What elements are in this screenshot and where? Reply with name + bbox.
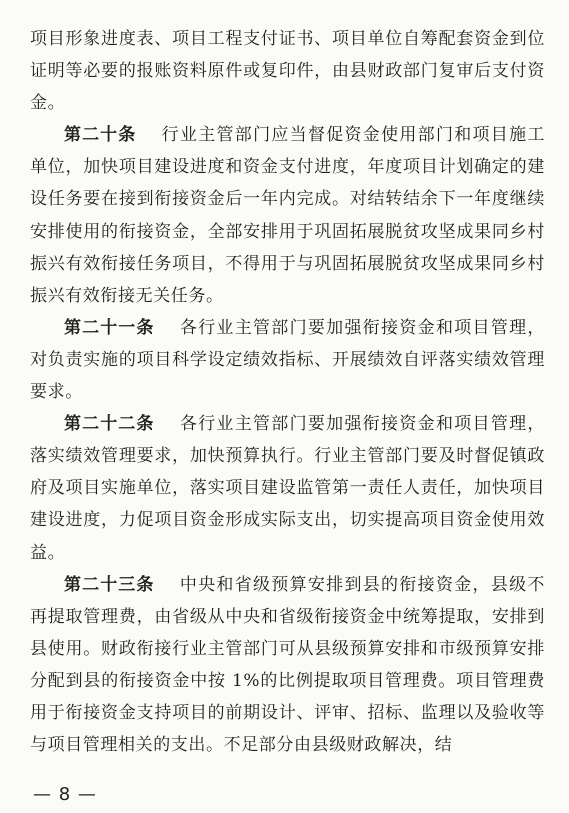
article-number: 第二十条: [64, 125, 137, 146]
article-20-paragraph: [30, 119, 545, 312]
document-body: [30, 23, 545, 761]
article-23-paragraph: [30, 569, 545, 762]
article-22-paragraph: [30, 408, 545, 568]
article-21-paragraph: [30, 312, 545, 408]
article-number: 第二十二条: [64, 414, 155, 435]
article-number: 第二十三条: [64, 574, 155, 595]
paragraph-text: 项目形象进度表、项目工程支付证书、项目单位自筹配套资金到位证明等必要的报账资料原件或复印件，由县财政部门复审后支付资金。: [30, 29, 545, 114]
paragraph-continuation: [30, 23, 545, 119]
paragraph-text: 中央和省级预算安排到县的衔接资金，县级不再提取管理费，由省级从中央和省级衔接资金中统筹提取，安排到县使用。财政衔接行业主管部门可从县级预算安排和市级预算安排分配到县的衔接资金中按 1%的比例提取项目管理费。项目管理费用于衔接资金支持项目的前期设计、评审、招标、监理以及验收等与项目管理相关的支出。不足部分由县级财政解决，结: [30, 574, 546, 756]
page-number: — 8 —: [33, 784, 97, 805]
paragraph-text: 各行业主管部门要加强衔接资金和项目管理，对负责实施的项目科学设定绩效指标、开展绩效自评落实绩效管理要求。: [30, 317, 546, 403]
paragraph-text: 各行业主管部门要加强衔接资金和项目管理，落实绩效管理要求，加快预算执行。行业主管部门要及时督促镇政府及项目实施单位，落实项目建设监管第一责任人责任，加快项目建设进度，力促项目资金形成实际支出，切实提高项目资金使用效益。: [30, 414, 546, 563]
article-number: 第二十一条: [64, 317, 155, 338]
paragraph-text: 行业主管部门应当督促资金使用部门和项目施工单位，加快项目建设进度和资金支付进度，年度项目计划确定的建设任务要在接到衔接资金后一年内完成。对结转结余下一年度继续安排使用的衔接资金，全部安排用于巩固拓展脱贫攻坚成果同乡村振兴有效衔接任务项目，不得用于与巩固拓展脱贫攻坚成果同乡村振兴有效衔接无关任务。: [30, 125, 545, 306]
